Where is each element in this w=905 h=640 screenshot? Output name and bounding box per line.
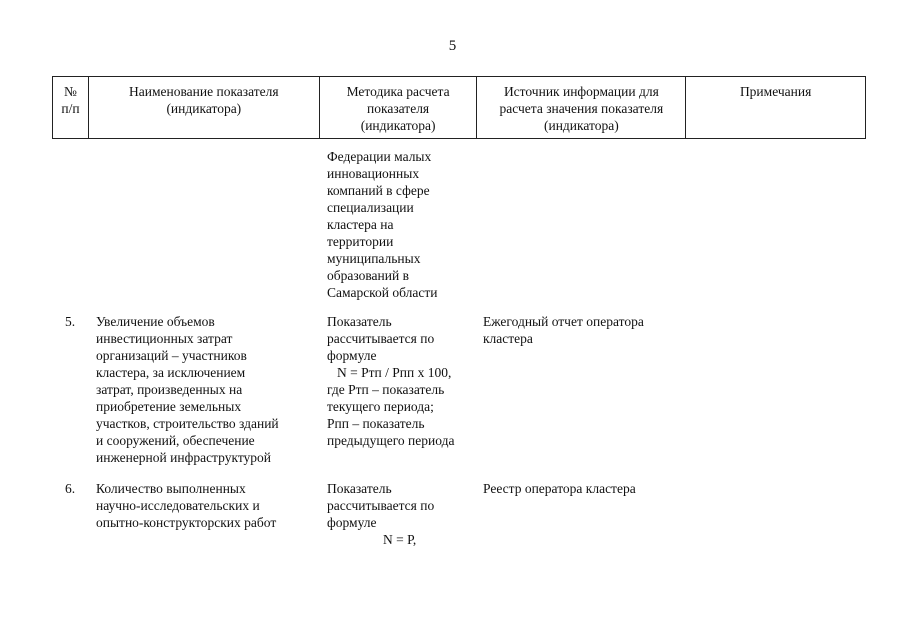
table-row-5 <box>52 313 866 466</box>
cell-num <box>52 313 88 466</box>
method-line: рассчитывается по <box>327 331 435 346</box>
method-line: Показатель <box>327 481 392 496</box>
method-line: где Ртп – показатель <box>327 382 445 397</box>
table-row-6 <box>52 480 866 548</box>
name-line: Увеличение объемов <box>96 314 215 329</box>
name-line: научно-исследовательских и <box>96 498 260 513</box>
method-line: Рпп – показатель <box>327 416 425 431</box>
source-line: кластера <box>483 331 533 346</box>
cell-method <box>319 313 477 466</box>
cell-notes <box>686 313 866 466</box>
name-line: инженерной инфраструктурой <box>96 450 272 465</box>
header-method-line: Методика расчета <box>346 84 450 99</box>
method-line: рассчитывается по <box>327 498 435 513</box>
cell-name <box>88 313 319 466</box>
name-line: и сооружений, обеспечение <box>96 433 255 448</box>
method-line: территории <box>327 234 394 249</box>
header-notes <box>686 77 866 138</box>
table-row-continuation <box>52 148 866 301</box>
row-number: 5. <box>64 314 76 329</box>
table-header-row <box>52 76 866 139</box>
row-number: 6. <box>64 481 76 496</box>
method-line: формуле <box>327 515 377 530</box>
cell-source <box>477 313 686 466</box>
header-name-line: Наименование показателя <box>129 84 279 99</box>
method-line: муниципальных <box>327 251 421 266</box>
method-line: специализации <box>327 200 414 215</box>
cell-notes <box>686 148 866 301</box>
method-line: образований в <box>327 268 409 283</box>
cell-num <box>52 148 88 301</box>
method-line: Федерации малых <box>327 149 432 164</box>
cell-method <box>319 148 477 301</box>
header-source-line: расчета значения показателя <box>499 101 664 116</box>
method-line: кластера на <box>327 217 394 232</box>
cell-notes <box>686 480 866 548</box>
header-source-line: Источник информации для <box>503 84 659 99</box>
header-source-line: (индикатора) <box>543 118 619 133</box>
cell-num <box>52 480 88 548</box>
name-line: Количество выполненных <box>96 481 246 496</box>
method-line: предыдущего периода <box>327 433 455 448</box>
indicators-table <box>52 76 866 548</box>
name-line: затрат, произведенных на <box>96 382 243 397</box>
header-name <box>89 77 320 138</box>
method-line: компаний в сфере <box>327 183 430 198</box>
header-method <box>320 77 478 138</box>
source-line: Реестр оператора кластера <box>483 481 636 496</box>
name-line: организаций – участников <box>96 348 247 363</box>
cell-name <box>88 148 319 301</box>
method-line: формуле <box>327 348 377 363</box>
cell-source <box>477 480 686 548</box>
name-line: опытно-конструкторских работ <box>96 515 277 530</box>
header-num-line: п/п <box>61 101 80 116</box>
page-number: 5 <box>448 38 457 54</box>
header-method-line: показателя <box>367 101 430 116</box>
header-name-line: (индикатора) <box>166 101 242 116</box>
source-line: Ежегодный отчет оператора <box>483 314 644 329</box>
name-line: приобретение земельных <box>96 399 242 414</box>
method-line: Показатель <box>327 314 392 329</box>
method-line: текущего периода; <box>327 399 434 414</box>
formula: N = Р, <box>383 532 417 547</box>
cell-method <box>319 480 477 548</box>
header-notes-line: Примечания <box>739 84 812 99</box>
header-num-line: № <box>64 84 77 99</box>
method-line: Самарской области <box>327 285 438 300</box>
method-line: инновационных <box>327 166 420 181</box>
formula: N = Ртп / Рпп х 100, <box>337 365 452 380</box>
header-source <box>477 77 686 138</box>
cell-source <box>477 148 686 301</box>
name-line: кластера, за исключением <box>96 365 246 380</box>
name-line: инвестиционных затрат <box>96 331 233 346</box>
name-line: участков, строительство зданий <box>96 416 279 431</box>
header-method-line: (индикатора) <box>360 118 436 133</box>
cell-name <box>88 480 319 548</box>
header-num <box>53 77 89 138</box>
